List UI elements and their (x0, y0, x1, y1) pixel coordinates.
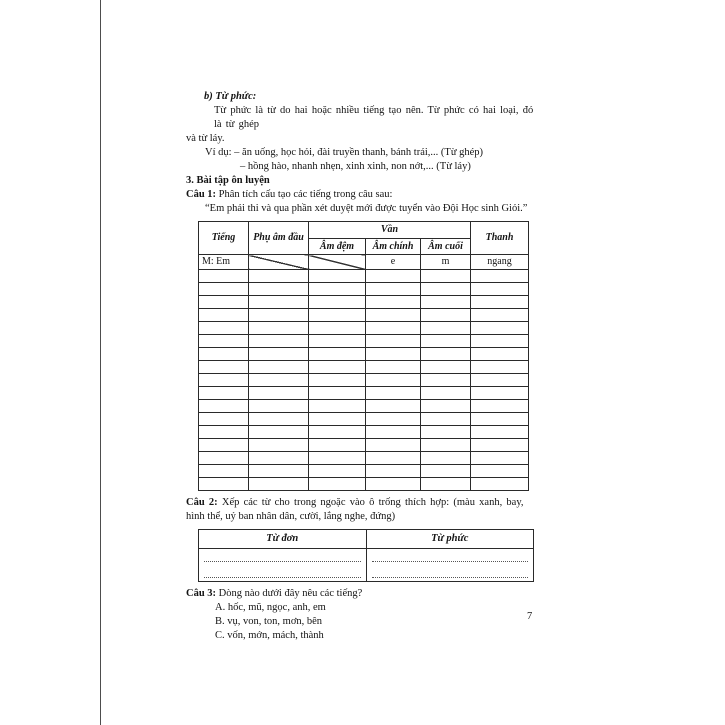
table1-empty-cell[interactable] (309, 439, 366, 452)
table1-empty-cell[interactable] (471, 283, 529, 296)
table1-empty-cell[interactable] (199, 374, 249, 387)
table1-empty-cell[interactable] (421, 322, 471, 335)
table1-empty-cell[interactable] (309, 335, 366, 348)
table1-empty-row (199, 465, 529, 478)
table1-empty-cell[interactable] (199, 296, 249, 309)
table1-empty-cell[interactable] (199, 322, 249, 335)
table1-empty-row (199, 296, 529, 309)
page-left-rule (100, 0, 101, 725)
table1-empty-cell[interactable] (471, 348, 529, 361)
table1-empty-row (199, 335, 529, 348)
table1-empty-cell[interactable] (199, 348, 249, 361)
table1-empty-row (199, 478, 529, 491)
tu-phuc-answer-line[interactable] (366, 565, 534, 582)
cau3-text: Dòng nào dưới đây nêu các tiếng? (216, 588, 363, 599)
header-am-cuoi: Âm cuối (421, 239, 471, 255)
table1-empty-cell[interactable] (309, 387, 366, 400)
table1-empty-cell[interactable] (366, 361, 421, 374)
table1-empty-cell[interactable] (309, 270, 366, 283)
cell-thanh: ngang (471, 255, 529, 270)
cau2-sort-table (198, 529, 534, 582)
header-tu-don: Từ đơn (199, 530, 367, 549)
table1-empty-cell[interactable] (421, 439, 471, 452)
table1-empty-cell[interactable] (309, 361, 366, 374)
table1-empty-cell[interactable] (249, 335, 309, 348)
table1-empty-cell[interactable] (249, 426, 309, 439)
cau1-quote: “Em phải thi và qua phần xét duyệt mới được tuyển vào Đội Học sinh Giỏi.” (205, 203, 528, 214)
cau3-option-b: B. vụ, von, ton, mơn, bên (215, 616, 323, 627)
table1-empty-cell[interactable] (249, 348, 309, 361)
table1-empty-cell[interactable] (199, 309, 249, 322)
table1-empty-cell[interactable] (309, 322, 366, 335)
table1-empty-cell[interactable] (249, 361, 309, 374)
cell-am-cuoi: m (421, 255, 471, 270)
table1-empty-cell[interactable] (199, 387, 249, 400)
table1-empty-cell[interactable] (421, 283, 471, 296)
dotted-line (372, 566, 529, 578)
cau1-analysis-table (198, 221, 529, 491)
table1-empty-cell[interactable] (199, 270, 249, 283)
table1-empty-cell[interactable] (471, 374, 529, 387)
table1-empty-row (199, 283, 529, 296)
tu-phuc-answer-line[interactable] (366, 549, 534, 566)
table1-empty-cell[interactable] (249, 439, 309, 452)
table1-empty-cell[interactable] (471, 322, 529, 335)
table1-empty-cell[interactable] (249, 270, 309, 283)
dotted-line (204, 550, 361, 562)
table1-empty-row (199, 387, 529, 400)
table1-empty-cell[interactable] (309, 413, 366, 426)
table1-empty-cell[interactable] (249, 387, 309, 400)
table1-empty-cell[interactable] (471, 465, 529, 478)
cau3-label: Câu 3: (186, 588, 217, 599)
table1-empty-row (199, 439, 529, 452)
table1-empty-cell[interactable] (471, 387, 529, 400)
table1-empty-cell[interactable] (199, 335, 249, 348)
table2-dotted-row (199, 565, 534, 582)
table1-example-row (199, 255, 529, 270)
table1-empty-cell[interactable] (471, 361, 529, 374)
table1-empty-cell[interactable] (471, 452, 529, 465)
cau1-label: Câu 1: (186, 189, 217, 200)
table1-empty-cell[interactable] (249, 413, 309, 426)
table1-empty-cell[interactable] (199, 283, 249, 296)
table1-empty-cell[interactable] (249, 400, 309, 413)
table1-empty-cell[interactable] (366, 478, 421, 491)
table1-empty-cell[interactable] (309, 296, 366, 309)
table1-empty-cell[interactable] (366, 452, 421, 465)
header-van: Vần (309, 222, 471, 239)
table1-empty-cell[interactable] (199, 478, 249, 491)
table1-empty-cell[interactable] (309, 465, 366, 478)
table1-empty-row (199, 426, 529, 439)
table1-empty-row (199, 400, 529, 413)
table1-empty-cell[interactable] (471, 335, 529, 348)
table1-empty-row (199, 322, 529, 335)
tu-don-answer-line[interactable] (199, 565, 367, 582)
document-content (186, 90, 542, 643)
table1-empty-cell[interactable] (471, 270, 529, 283)
header-phu-am-dau: Phụ âm đầu (249, 222, 309, 255)
table1-empty-cell[interactable] (366, 465, 421, 478)
cau2-label: Câu 2: (186, 497, 218, 508)
tu-don-answer-line[interactable] (199, 549, 367, 566)
header-tu-phuc: Từ phức (366, 530, 534, 549)
table1-empty-cell[interactable] (309, 348, 366, 361)
table1-header-row-1 (199, 222, 529, 239)
table1-empty-row (199, 413, 529, 426)
table1-empty-cell[interactable] (421, 361, 471, 374)
table1-empty-cell[interactable] (199, 465, 249, 478)
table1-empty-cell[interactable] (249, 322, 309, 335)
table1-empty-cell[interactable] (366, 413, 421, 426)
table1-empty-cell[interactable] (421, 387, 471, 400)
table1-empty-cell[interactable] (199, 361, 249, 374)
page-number: 7 (527, 611, 533, 622)
cau1-text: Phân tích cấu tạo các tiếng trong câu sau: (216, 189, 393, 200)
table1-empty-cell[interactable] (309, 374, 366, 387)
table1-empty-cell[interactable] (471, 400, 529, 413)
table1-empty-cell[interactable] (421, 452, 471, 465)
table1-empty-cell[interactable] (421, 348, 471, 361)
table1-empty-cell[interactable] (309, 452, 366, 465)
cau2-text-1: Xếp các từ cho trong ngoặc vào ô trống thích hợp: (màu xanh, bay, (217, 497, 524, 508)
table1-empty-cell[interactable] (309, 478, 366, 491)
table1-empty-cell[interactable] (249, 296, 309, 309)
table1-empty-cell[interactable] (366, 335, 421, 348)
dotted-line (204, 566, 361, 578)
table1-empty-cell[interactable] (421, 413, 471, 426)
table1-empty-row (199, 309, 529, 322)
table2-header-row (199, 530, 534, 549)
cell-tieng: M: Em (199, 255, 249, 270)
table1-empty-cell[interactable] (309, 309, 366, 322)
table1-empty-cell[interactable] (421, 426, 471, 439)
table1-empty-row (199, 348, 529, 361)
table1-empty-cell[interactable] (471, 296, 529, 309)
diagonal-slash-phu-am-dau (249, 255, 309, 270)
table1-empty-cell[interactable] (366, 283, 421, 296)
table1-empty-cell[interactable] (249, 478, 309, 491)
table1-empty-cell[interactable] (366, 348, 421, 361)
table1-empty-cell[interactable] (199, 413, 249, 426)
table1-empty-cell[interactable] (366, 270, 421, 283)
table1-empty-row (199, 361, 529, 374)
table1-empty-cell[interactable] (421, 465, 471, 478)
example-line-1: Ví dụ: – ăn uống, học hỏi, đài truyền thanh, bánh trái,... (Từ ghép) (205, 147, 484, 158)
header-am-chinh: Âm chính (366, 239, 421, 255)
table1-empty-cell[interactable] (199, 452, 249, 465)
table1-empty-cell[interactable] (471, 309, 529, 322)
table1-empty-cell[interactable] (366, 387, 421, 400)
table1-empty-cell[interactable] (471, 439, 529, 452)
table1-empty-cell[interactable] (249, 309, 309, 322)
table1-empty-row (199, 452, 529, 465)
cau1-prompt (186, 188, 542, 202)
table1-empty-cell[interactable] (366, 309, 421, 322)
header-am-dem: Âm đệm (309, 239, 366, 255)
header-thanh: Thanh (471, 222, 529, 255)
table1-empty-cell[interactable] (309, 283, 366, 296)
table1-empty-cell[interactable] (199, 400, 249, 413)
table1-empty-cell[interactable] (421, 400, 471, 413)
cau2-prompt-line-1 (186, 496, 542, 510)
table1-empty-cell[interactable] (421, 478, 471, 491)
table1-empty-cell[interactable] (309, 400, 366, 413)
table1-empty-cell[interactable] (421, 296, 471, 309)
table1-empty-row (199, 270, 529, 283)
table1-empty-cell[interactable] (309, 426, 366, 439)
table1-empty-cell[interactable] (366, 296, 421, 309)
table1-empty-cell[interactable] (471, 413, 529, 426)
table2-dotted-row (199, 549, 534, 566)
cau2-prompt-line-2: hình thể, uỷ ban nhân dân, cười, lắng nghe, đứng) (186, 511, 396, 522)
table1-empty-cell[interactable] (249, 374, 309, 387)
cau3-option-a: A. hốc, mũ, ngọc, anh, em (215, 602, 326, 613)
table1-empty-cell[interactable] (421, 335, 471, 348)
section-3-heading: 3. Bài tập ôn luyện (186, 175, 270, 186)
dotted-line (372, 550, 529, 562)
paragraph-line-2: và từ láy. (186, 133, 225, 144)
cau3-prompt (186, 587, 542, 601)
cell-am-chinh: e (366, 255, 421, 270)
table1-empty-cell[interactable] (366, 400, 421, 413)
table1-empty-cell[interactable] (471, 478, 529, 491)
table1-empty-row (199, 374, 529, 387)
table1-empty-cell[interactable] (249, 283, 309, 296)
cau3-option-c: C. vốn, mớn, mách, thành (215, 630, 324, 641)
table1-empty-cell[interactable] (199, 426, 249, 439)
diagonal-slash-am-dem (309, 255, 366, 270)
table1-empty-cell[interactable] (366, 322, 421, 335)
section-b-heading: b) Từ phức: (204, 91, 257, 102)
header-tieng: Tiếng (199, 222, 249, 255)
table1-empty-cell[interactable] (421, 309, 471, 322)
table1-empty-cell[interactable] (471, 426, 529, 439)
paragraph-line-1: Từ phức là từ do hai hoặc nhiều tiếng tạo nên. Từ phức có hai loại, đó là từ ghép (214, 105, 534, 130)
table1-empty-cell[interactable] (199, 439, 249, 452)
table1-empty-cell[interactable] (366, 426, 421, 439)
table1-empty-cell[interactable] (249, 452, 309, 465)
table1-empty-cell[interactable] (249, 465, 309, 478)
example-line-2: – hồng hào, nhanh nhẹn, xinh xinh, non nớt,... (Từ láy) (240, 161, 471, 172)
table1-empty-cell[interactable] (421, 270, 471, 283)
table1-empty-cell[interactable] (366, 439, 421, 452)
table1-empty-cell[interactable] (421, 374, 471, 387)
table1-empty-cell[interactable] (366, 374, 421, 387)
